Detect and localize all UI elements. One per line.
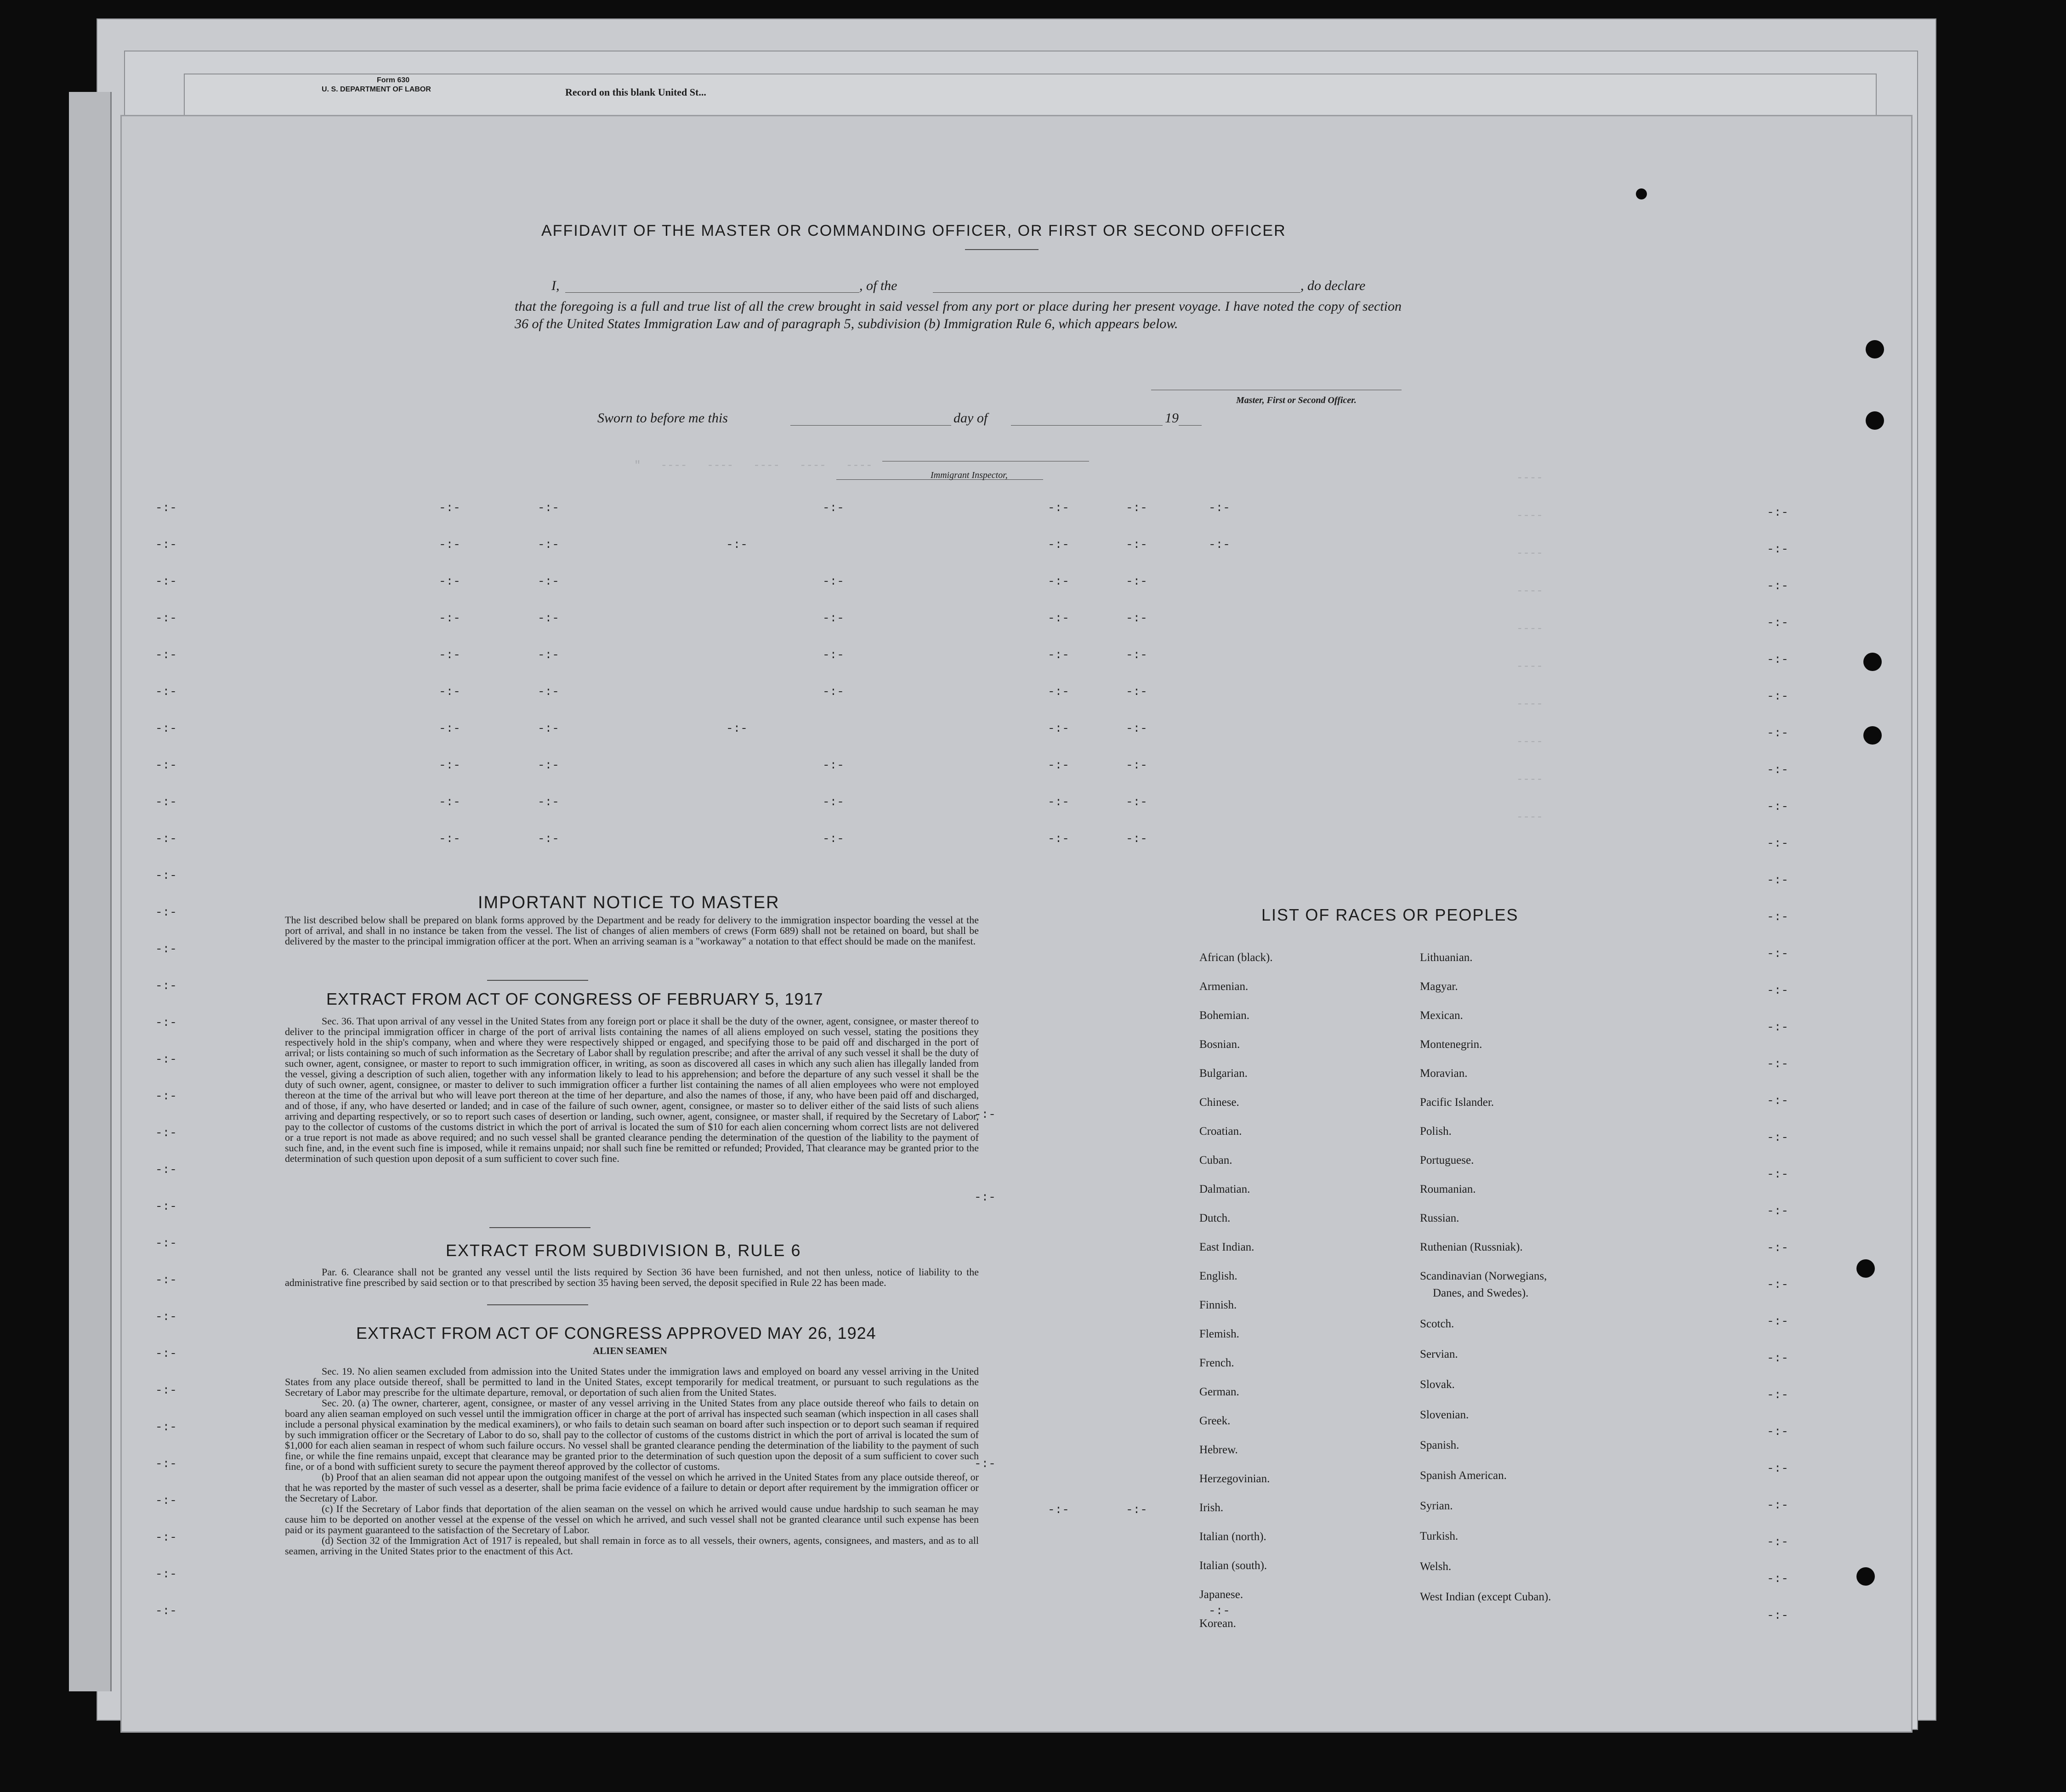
- race-item: Mexican.: [1420, 1009, 1463, 1022]
- sworn-label: Sworn to before me this: [597, 410, 728, 426]
- dash-mark: -:-: [1767, 1131, 1788, 1144]
- sec-20d-paragraph: (d) Section 32 of the Immigration Act of 1917 is repealed, but shall remain in force as to all vessels, their owners, agents, consignees, and masters, and as to all seamen, arriving in the United States prior to the enactment of this Act.: [285, 1535, 979, 1557]
- dash-mark: -:-: [439, 501, 460, 515]
- dash-mark: -:-: [823, 685, 844, 699]
- race-item: Korean.: [1199, 1617, 1236, 1630]
- dash-mark: -:-: [155, 648, 177, 662]
- dash-mark: -:-: [1767, 836, 1788, 850]
- dash-mark: -:-: [155, 832, 177, 846]
- dash-mark: -:-: [1767, 1204, 1788, 1218]
- dash-mark: -:-: [155, 795, 177, 809]
- dash-mark: -:-: [974, 1190, 996, 1204]
- race-item: French.: [1199, 1357, 1234, 1369]
- bleed-through-column: ---- ---- ---- ---- ---- ---- ---- ---- ---- ----: [1516, 472, 1543, 824]
- dash-mark: -:-: [823, 575, 844, 588]
- dash-mark: -:-: [1048, 575, 1069, 588]
- dash-mark: -:-: [1209, 1604, 1230, 1618]
- race-item: Roumanian.: [1420, 1183, 1476, 1195]
- dash-mark: -:-: [1048, 832, 1069, 846]
- races-title: LIST OF RACES OR PEOPLES: [1261, 905, 1519, 924]
- dash-mark: -:-: [1767, 984, 1788, 997]
- sec-20b-paragraph: (b) Proof that an alien seaman did not appear upon the outgoing manifest of the vessel on which he arrived in the United States from any place outside thereof, or that he was reported by the master of such vessel as a deserter, shall be prima facie evidence of a failure to detain or deport after requirement by the immigration officer or the Secretary of Labor.: [285, 1471, 979, 1504]
- day-of-label: day of: [954, 410, 988, 426]
- race-item: Lithuanian.: [1420, 951, 1473, 964]
- race-item: German.: [1199, 1386, 1239, 1398]
- dash-mark: -:-: [439, 575, 460, 588]
- dash-mark: -:-: [155, 1383, 177, 1397]
- dash-mark: -:-: [1767, 1241, 1788, 1255]
- notice-body: The list described below shall be prepared on blank forms approved by the Department and be ready for delivery to the immigration inspector boarding the vessel at the port of arrival, and shall in no instance be taken from the vessel. The list of changes of alien members of crews (Form 689) shall not be retained on board, but shall be delivered by the master to the principal immigration officer at the port. When an arriving seaman is a "workaway" a notation to that effect should be made on the manifest.: [285, 914, 979, 947]
- dash-mark: -:-: [1767, 1572, 1788, 1586]
- dash-mark: -:-: [439, 538, 460, 552]
- dash-mark: -:-: [1767, 873, 1788, 887]
- name-blank[interactable]: [565, 292, 859, 293]
- dash-mark: -:-: [1126, 758, 1147, 772]
- race-item: Moravian.: [1420, 1067, 1468, 1080]
- dash-mark: -:-: [974, 1108, 996, 1121]
- dash-mark: -:-: [155, 869, 177, 882]
- left-edge-strip: [69, 92, 112, 1691]
- sec-20a-paragraph: Sec. 20. (a) The owner, charterer, agent, consignee, or master of any vessel arriving in the United States from any place outside thereof who fails to detain on board any alien seaman employed on such vessel until the immigration officer in charge at the port of arrival has inspected such seaman (which inspection in all cases shall include a personal physical examination by the medical examiners), or who fails to detain such seaman on board after such inspection or to deport such seaman if required by such immigration officer or the Secretary of Labor to do so, shall pay to the collector of customs of the customs district in which the port of arrival is located the sum of $1,000 for each alien seaman in respect of whom such failure occurs. No vessel shall be granted clearance pending the determination of the liability to the payment of such fine, or while the fine remains unpaid, except that clearance may be granted prior to the determination of such question upon the deposit of a sum sufficient to cover such fine, or of a bond with sufficient surety to secure the payment thereof approved by the collector of customs.: [285, 1397, 979, 1472]
- dash-mark: -:-: [538, 758, 559, 772]
- dash-mark: -:-: [1767, 1498, 1788, 1512]
- race-item: Irish.: [1199, 1502, 1224, 1514]
- race-item: Magyar.: [1420, 980, 1458, 993]
- race-item: Bulgarian.: [1199, 1067, 1248, 1080]
- race-item: East Indian.: [1199, 1241, 1254, 1253]
- affidavit-title: AFFIDAVIT OF THE MASTER OR COMMANDING OFFICER, OR FIRST OR SECOND OFFICER: [541, 222, 1286, 239]
- dash-mark: -:-: [1767, 1020, 1788, 1034]
- dash-mark: -:-: [155, 1089, 177, 1103]
- race-item: Hebrew.: [1199, 1444, 1238, 1456]
- dash-mark: -:-: [1126, 611, 1147, 625]
- dash-mark: -:-: [1767, 1351, 1788, 1365]
- year-blank[interactable]: [1179, 425, 1202, 426]
- dash-mark: -:-: [439, 722, 460, 735]
- dash-mark: -:-: [1126, 648, 1147, 662]
- dash-mark: -:-: [1126, 722, 1147, 735]
- dash-mark: -:-: [1126, 1503, 1147, 1517]
- dash-mark: -:-: [1767, 616, 1788, 630]
- dash-mark: -:-: [1767, 1462, 1788, 1475]
- race-item: Slovenian.: [1420, 1409, 1469, 1421]
- race-item: Italian (south).: [1199, 1559, 1267, 1572]
- dash-mark: -:-: [1767, 1057, 1788, 1071]
- extract-rule6-title: EXTRACT FROM SUBDIVISION B, RULE 6: [446, 1241, 801, 1260]
- affidavit-declare: , do declare: [1300, 278, 1366, 293]
- race-item: Herzegovinian.: [1199, 1473, 1270, 1485]
- notice-rule: [487, 980, 588, 981]
- dash-mark: -:-: [974, 1457, 996, 1471]
- dash-mark: -:-: [538, 648, 559, 662]
- race-item: Finnish.: [1199, 1299, 1237, 1311]
- punch-hole: [1866, 340, 1884, 358]
- dash-mark: -:-: [155, 1420, 177, 1434]
- dash-mark: -:-: [1126, 685, 1147, 699]
- dash-mark: -:-: [1767, 653, 1788, 666]
- race-item: Montenegrin.: [1420, 1038, 1482, 1051]
- dash-mark: -:-: [439, 685, 460, 699]
- dash-mark: -:-: [1767, 1535, 1788, 1549]
- dash-mark: -:-: [439, 758, 460, 772]
- dash-mark: -:-: [155, 758, 177, 772]
- form-number: Form 630: [377, 76, 410, 84]
- dash-mark: -:-: [823, 501, 844, 515]
- affidavit-title-rule: [965, 249, 1039, 250]
- back-page-header: [322, 76, 431, 94]
- back-page-record-text: Record on this blank United St...: [565, 86, 706, 98]
- dash-mark: -:-: [538, 611, 559, 625]
- dash-mark: -:-: [155, 1236, 177, 1250]
- year-label: 19: [1165, 410, 1179, 426]
- dash-mark: -:-: [155, 1163, 177, 1177]
- race-item: Flemish.: [1199, 1328, 1239, 1340]
- vessel-blank[interactable]: [933, 292, 1300, 293]
- punch-hole: [1863, 726, 1882, 745]
- dash-mark: -:-: [155, 1310, 177, 1324]
- inspector-label: Immigrant Inspector,: [931, 470, 1008, 480]
- dash-mark: -:-: [1048, 501, 1069, 515]
- race-item: Spanish American.: [1420, 1469, 1507, 1482]
- race-item: Japanese.: [1199, 1588, 1243, 1601]
- sworn-month-blank[interactable]: [1011, 425, 1163, 426]
- dash-mark: -:-: [1126, 832, 1147, 846]
- dash-mark: -:-: [823, 832, 844, 846]
- dash-mark: -:-: [726, 538, 748, 552]
- race-item: Dalmatian.: [1199, 1183, 1250, 1195]
- dash-mark: -:-: [1767, 947, 1788, 961]
- dash-mark: -:-: [1048, 685, 1069, 699]
- race-item: Italian (north).: [1199, 1530, 1266, 1543]
- dash-mark: -:-: [155, 611, 177, 625]
- affidavit-of-the: , of the: [859, 278, 897, 293]
- dash-mark: -:-: [1126, 795, 1147, 809]
- sec-19-paragraph: Sec. 19. No alien seamen excluded from admission into the United States under the immigration laws and employed on board any vessel arriving in the United States from any place outside thereof, shall be permitted to land in the United States, except temporarily for medical treatment, or pursuant to such regulations as the Secretary of Labor may prescribe for the ultimate departure, removal, or deportation of such alien from the United States.: [285, 1365, 979, 1398]
- dash-mark: -:-: [823, 758, 844, 772]
- dash-mark: -:-: [439, 832, 460, 846]
- dash-mark: -:-: [1767, 1314, 1788, 1328]
- race-item: Bohemian.: [1199, 1009, 1250, 1022]
- race-item: Chinese.: [1199, 1096, 1239, 1109]
- race-item: Servian.: [1420, 1348, 1458, 1360]
- race-item: Turkish.: [1420, 1530, 1459, 1542]
- race-item: Armenian.: [1199, 980, 1249, 993]
- dash-mark: -:-: [538, 795, 559, 809]
- race-item: Syrian.: [1420, 1500, 1453, 1512]
- extract-rule6-rule: [487, 1304, 588, 1305]
- dash-mark: -:-: [1126, 501, 1147, 515]
- dash-mark: -:-: [155, 1530, 177, 1544]
- punch-hole: [1856, 1567, 1875, 1586]
- bleed-through-row: " ---- ---- ---- ---- ----: [634, 460, 873, 472]
- race-item: Bosnian.: [1199, 1038, 1240, 1051]
- extract-rule6-body: Par. 6. Clearance shall not be granted any vessel until the lists required by Section 36 have been furnished, and not then unless, notice of liability to the administrative fine prescribed by said section or to that prescribed by section 35 having been served, the deposit specified in Rule 22 has been made.: [285, 1266, 979, 1288]
- dash-mark: -:-: [1209, 501, 1230, 515]
- race-item-continued: Danes, and Swedes).: [1433, 1287, 1529, 1299]
- dash-mark: -:-: [1767, 726, 1788, 740]
- extract-1917-rule: [489, 1227, 590, 1228]
- extract-1917-body: Sec. 36. That upon arrival of any vessel in the United States from any foreign port or place it shall be the duty of the owner, agent, consignee, or master thereof to deliver to the principal immigration officer in charge of the port of arrival lists containing the names of all aliens employed on such vessel, stating the positions they respectively hold in the ship's company, when and where they were respectively shipped or engaged, and specifying those to be paid off and discharged in the port of arrival; or lists containing so much of such information as the Secretary of Labor shall by regulation prescribe; and after the arrival of any such vessel it shall be the duty of such owner, agent, consignee, or master to report to such immigration officer, in writing, as soon as discovered all cases in which any such alien has illegally landed from the vessel, giving a description of such alien, together with any information likely to lead to his apprehension; and before the departure of any such vessel it shall be the duty of such owner, agent, consignee, or master to deliver to such immigration officer a further list containing the names of all alien employees who were not employed thereon at the time of the arrival but who will leave port thereon at the time of her departure, and also the names of those, if any, who have been paid off and discharged, and of those, if any, who have deserted or landed; and in case of the failure of such owner, agent, consignee, or master so to deliver either of the said lists of such aliens arriving and departing respectively, or so to report such cases of desertion or landing, such owner, agent, consignee, or master shall, if required by the Secretary of Labor, pay to the collector of customs of the customs district in which the port of arrival is located the sum of $10 for each alien concerning whom correct lists are not delivered or a true report is not made as above required; and no such vessel shall be granted clearance pending the determination of the question of the liability to the payment of such fine, and, in the event such fine is imposed, while it remains unpaid; nor shall such fine be remitted or refunded; Provided, That clearance may be granted prior to the determination of such question upon deposit of a sum sufficient to cover such fine.: [285, 1015, 979, 1164]
- dash-mark: -:-: [1048, 1503, 1069, 1517]
- dash-mark: -:-: [1767, 800, 1788, 814]
- punch-hole: [1856, 1259, 1875, 1278]
- sworn-day-blank[interactable]: [790, 425, 951, 426]
- dash-mark: -:-: [1126, 538, 1147, 552]
- affidavit-body: that the foregoing is a full and true list of all the crew brought in said vessel from any port or place during her present voyage. I have noted the copy of section 36 of the United States Immigration Law and of paragraph 5, subdivision (b) Immigration Rule 6, which appears below.: [515, 299, 1402, 331]
- dash-mark: -:-: [155, 538, 177, 552]
- dash-mark: -:-: [439, 795, 460, 809]
- dash-mark: -:-: [1048, 648, 1069, 662]
- dash-mark: -:-: [155, 501, 177, 515]
- dash-mark: -:-: [1767, 689, 1788, 703]
- dash-mark: -:-: [823, 795, 844, 809]
- race-item: Cuban.: [1199, 1154, 1232, 1166]
- race-item: West Indian (except Cuban).: [1420, 1591, 1551, 1603]
- dash-mark: -:-: [155, 1126, 177, 1140]
- dash-mark: -:-: [155, 1200, 177, 1213]
- race-item: Spanish.: [1420, 1439, 1459, 1451]
- race-item: Welsh.: [1420, 1560, 1452, 1573]
- dash-mark: -:-: [1767, 763, 1788, 777]
- dash-mark: -:-: [439, 611, 460, 625]
- dash-mark: -:-: [726, 722, 748, 735]
- affidavit-i: I,: [551, 278, 560, 293]
- dash-mark: -:-: [155, 1457, 177, 1471]
- dash-mark: -:-: [155, 575, 177, 588]
- race-item: Ruthenian (Russniak).: [1420, 1241, 1523, 1253]
- dash-mark: -:-: [538, 832, 559, 846]
- dash-mark: -:-: [155, 1273, 177, 1287]
- dash-mark: -:-: [1048, 758, 1069, 772]
- dash-mark: -:-: [538, 575, 559, 588]
- dash-mark: -:-: [1209, 538, 1230, 552]
- extract-1924-body: [285, 1366, 979, 1556]
- affidavit-line-1: [551, 278, 560, 294]
- race-item: Polish.: [1420, 1125, 1452, 1138]
- alien-seamen-subtitle: ALIEN SEAMEN: [593, 1345, 667, 1356]
- punch-hole: [1636, 188, 1647, 199]
- dash-mark: -:-: [1767, 910, 1788, 924]
- dash-mark: -:-: [1048, 795, 1069, 809]
- race-item: African (black).: [1199, 951, 1273, 964]
- dash-mark: -:-: [1767, 1094, 1788, 1108]
- race-item: Pacific Islander.: [1420, 1096, 1494, 1109]
- dash-mark: -:-: [155, 1016, 177, 1030]
- department-label: U. S. DEPARTMENT OF LABOR: [322, 85, 431, 93]
- dash-mark: -:-: [538, 722, 559, 735]
- dash-mark: -:-: [1767, 579, 1788, 593]
- dash-mark: -:-: [1767, 542, 1788, 556]
- punch-hole: [1866, 411, 1884, 430]
- dash-mark: -:-: [823, 611, 844, 625]
- dash-mark: -:-: [1126, 575, 1147, 588]
- dash-mark: -:-: [538, 685, 559, 699]
- dash-mark: -:-: [155, 942, 177, 956]
- dash-mark: -:-: [1048, 538, 1069, 552]
- race-item: Greek.: [1199, 1415, 1231, 1427]
- dash-mark: -:-: [155, 685, 177, 699]
- dash-mark: -:-: [155, 905, 177, 919]
- master-label: Master, First or Second Officer.: [1236, 395, 1357, 405]
- extract-1924-title: EXTRACT FROM ACT OF CONGRESS APPROVED MAY 26, 1924: [356, 1324, 876, 1343]
- dash-mark: -:-: [155, 1052, 177, 1066]
- race-item: Scotch.: [1420, 1318, 1454, 1330]
- dash-mark: -:-: [155, 1604, 177, 1618]
- dash-mark: -:-: [1767, 1609, 1788, 1622]
- dash-mark: -:-: [155, 979, 177, 993]
- punch-hole: [1863, 653, 1882, 671]
- notice-title: IMPORTANT NOTICE TO MASTER: [478, 893, 780, 912]
- dash-mark: -:-: [538, 538, 559, 552]
- dash-mark: -:-: [439, 648, 460, 662]
- extract-1917-title: EXTRACT FROM ACT OF CONGRESS OF FEBRUARY 5, 1917: [326, 990, 823, 1008]
- dash-mark: -:-: [1767, 1425, 1788, 1439]
- dash-mark: -:-: [1767, 1167, 1788, 1181]
- dash-mark: -:-: [1767, 506, 1788, 519]
- dash-mark: -:-: [1767, 1388, 1788, 1402]
- dash-mark: -:-: [155, 722, 177, 735]
- race-item: Portuguese.: [1420, 1154, 1474, 1166]
- race-item: Dutch.: [1199, 1212, 1231, 1224]
- race-item: Slovak.: [1420, 1378, 1455, 1391]
- dash-mark: -:-: [1767, 1278, 1788, 1291]
- dash-mark: -:-: [1048, 611, 1069, 625]
- race-item: Croatian.: [1199, 1125, 1242, 1138]
- sec-20c-paragraph: (c) If the Secretary of Labor finds that deportation of the alien seaman on the vessel on which he arrived would cause undue hardship to such seaman he may cause him to be deported on another vessel at the expense of the vessel on which he arrived, and such vessel shall not be granted clearance until such expense has been paid or its payment guaranteed to the satisfaction of the Secretary of Labor.: [285, 1503, 979, 1536]
- dash-mark: -:-: [155, 1347, 177, 1360]
- race-item: Scandinavian (Norwegians,: [1420, 1270, 1547, 1282]
- race-item: English.: [1199, 1270, 1237, 1282]
- dash-mark: -:-: [1048, 722, 1069, 735]
- dash-mark: -:-: [155, 1494, 177, 1508]
- dash-mark: -:-: [823, 648, 844, 662]
- dash-mark: -:-: [155, 1567, 177, 1581]
- race-item: Russian.: [1420, 1212, 1459, 1224]
- dash-mark: -:-: [538, 501, 559, 515]
